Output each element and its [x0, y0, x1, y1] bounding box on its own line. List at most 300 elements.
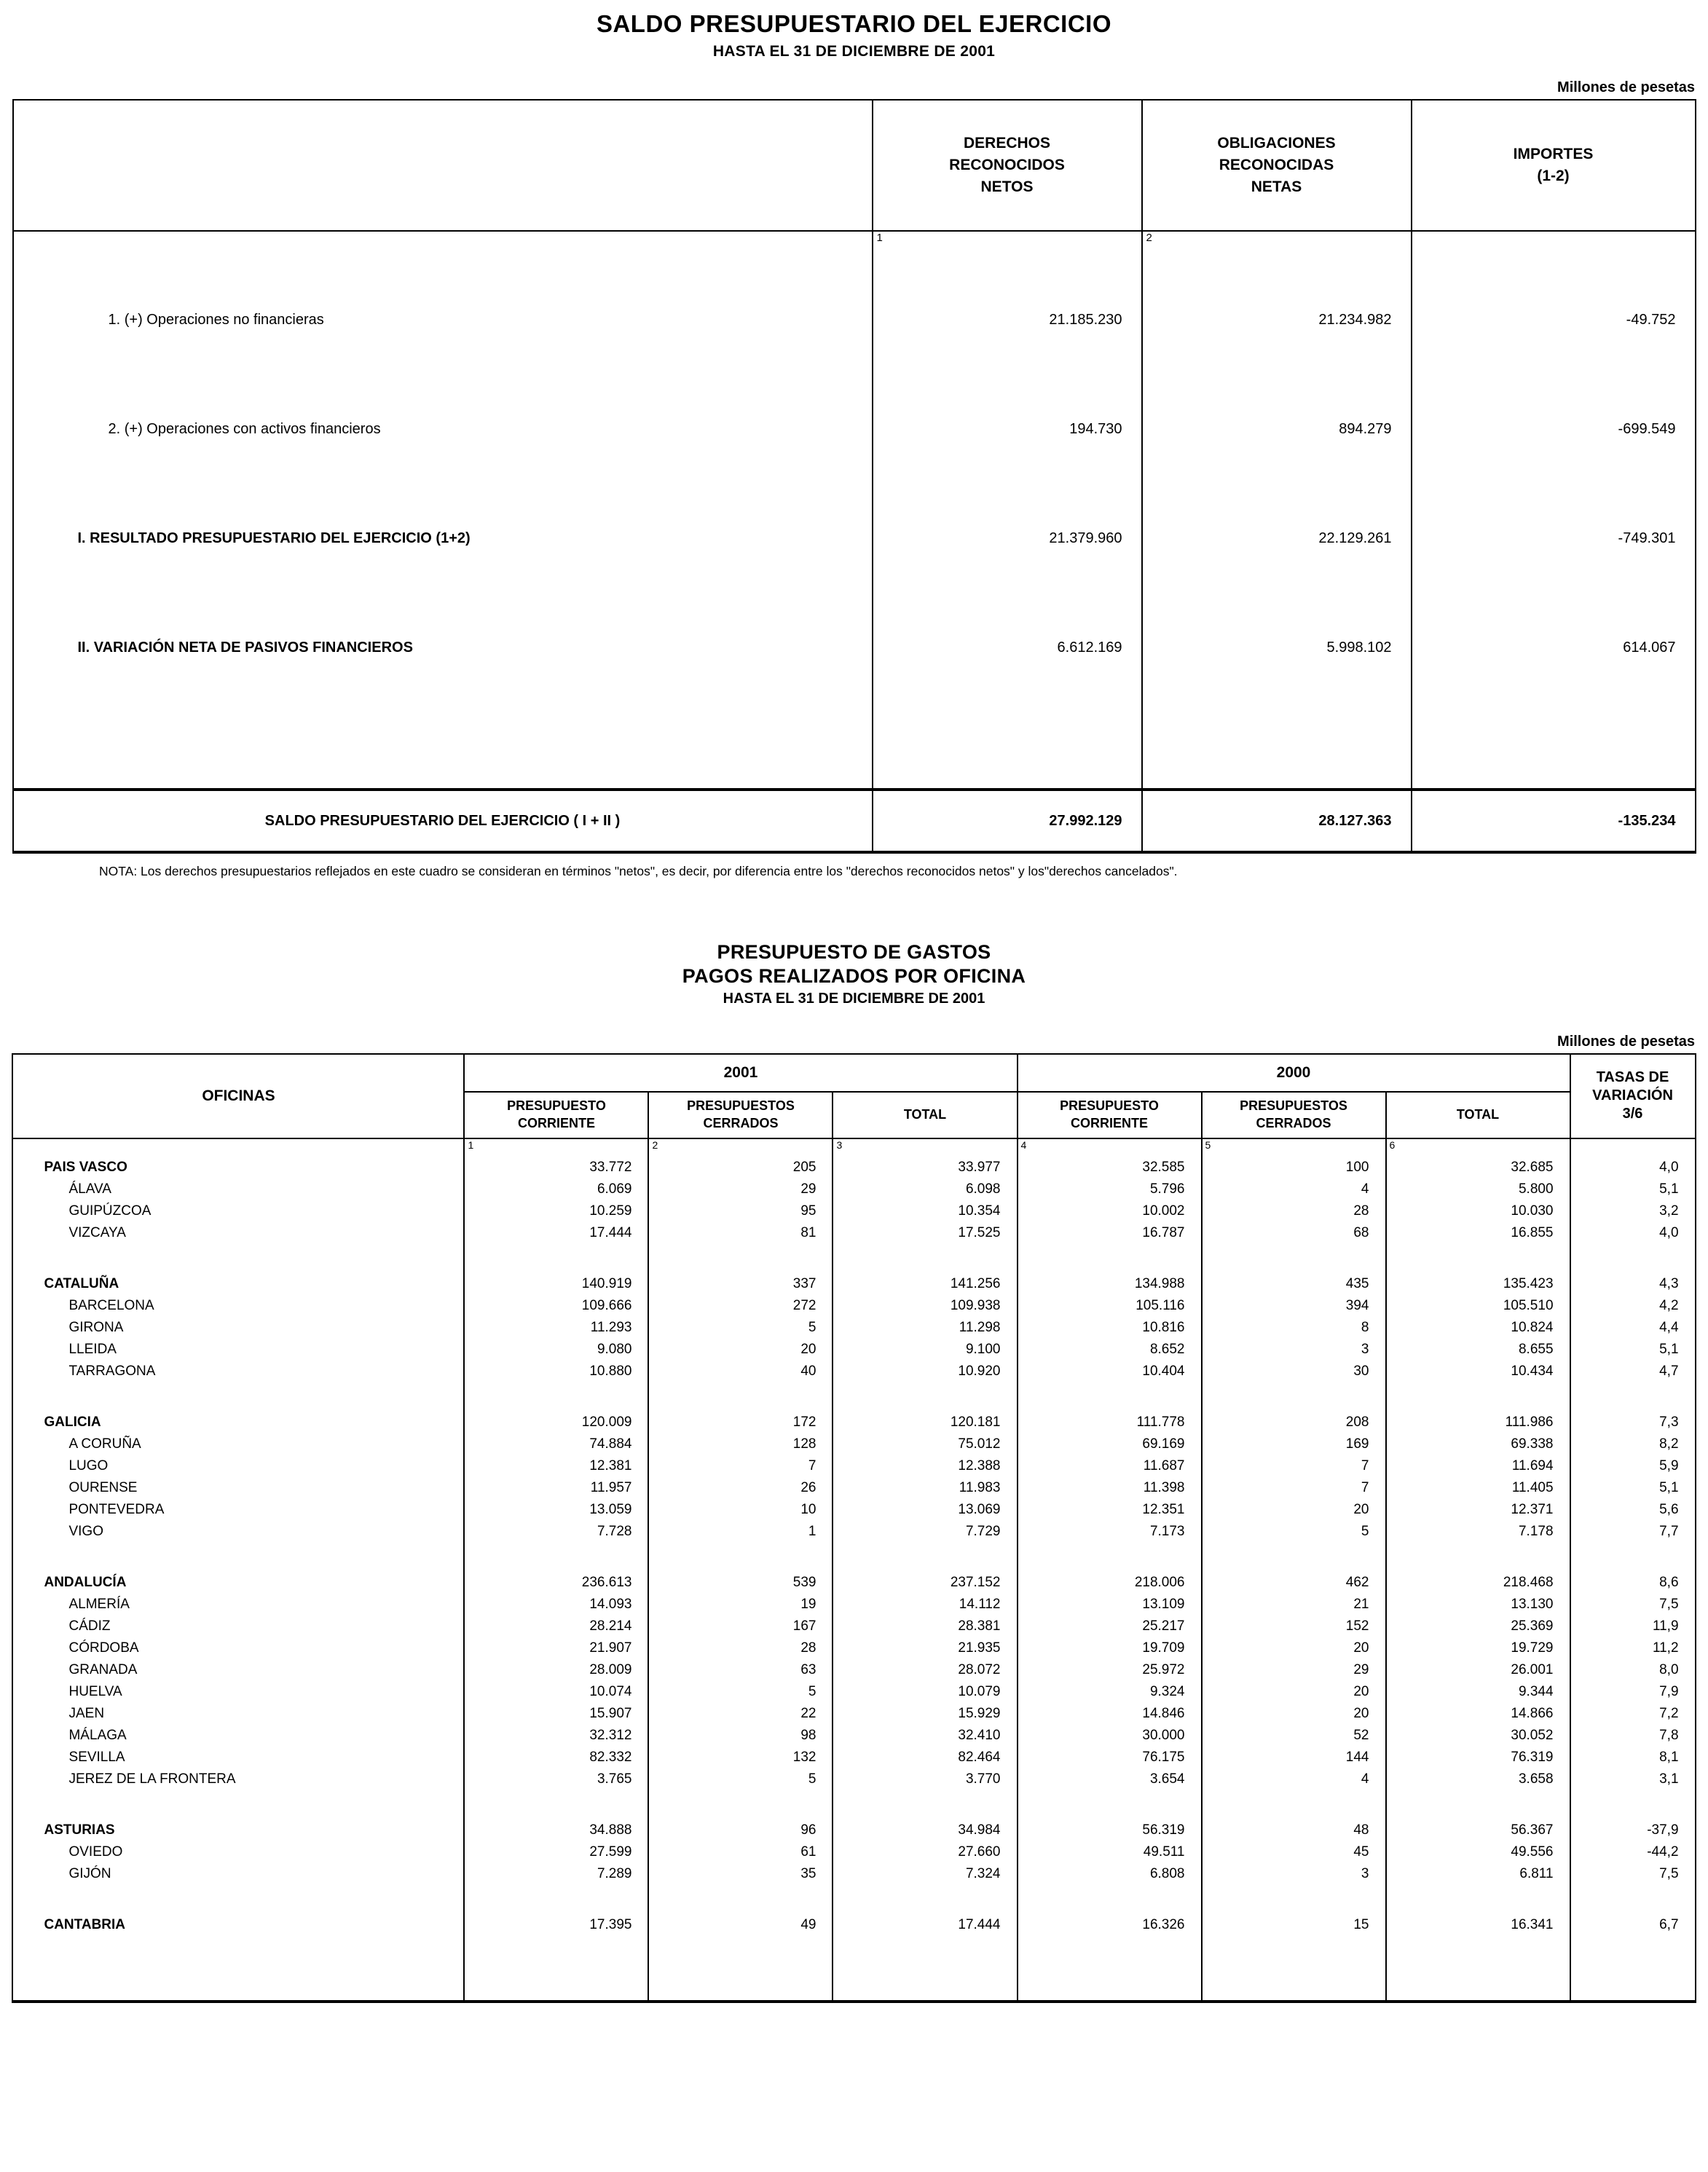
row-label-operaciones-no-financieras: 1. (+) Operaciones no financieras	[13, 265, 873, 374]
cell-col-6: 25.369	[1386, 1616, 1570, 1637]
cell-col-3: 13.069	[833, 1499, 1017, 1521]
header-line-2: RECONOCIDOS	[949, 157, 1065, 174]
office-name: CÓRDOBA	[12, 1637, 464, 1659]
cell-col-3: 21.935	[833, 1637, 1017, 1659]
cell-col-6: 10.434	[1386, 1361, 1570, 1382]
cell-tasa-variacion: 7,5	[1570, 1863, 1696, 1885]
pagos-por-oficina-table	[12, 1053, 1696, 2003]
cell-col-3: 34.984	[833, 1819, 1017, 1841]
row-label-operaciones-activos-financieros: 2. (+) Operaciones con activos financieros	[13, 374, 873, 484]
spacer-cell	[1386, 1790, 1570, 1819]
office-name: ASTURIAS	[12, 1819, 464, 1841]
cell-col-4: 11.398	[1018, 1477, 1202, 1499]
office-name: OURENSE	[12, 1477, 464, 1499]
cell-col-3: 141.256	[833, 1273, 1017, 1295]
cell-col-4: 32.585	[1018, 1157, 1202, 1179]
cell-col-4: 3.654	[1018, 1768, 1202, 1790]
spacer-cell	[1202, 1543, 1386, 1572]
spacer-cell	[648, 1936, 833, 2002]
total-obligaciones: 28.127.363	[1142, 790, 1412, 852]
cell-col-4: 13.109	[1018, 1594, 1202, 1616]
cell-col-5: 20	[1202, 1703, 1386, 1725]
table2-subheader-2000-cerrados	[1202, 1092, 1386, 1138]
spacer-cell	[1202, 1244, 1386, 1273]
table2-subheader-2001-corriente	[464, 1092, 648, 1138]
cell-col-3: 28.072	[833, 1659, 1017, 1681]
table1-title-block	[0, 0, 1708, 60]
cell-col-2: 96	[648, 1819, 833, 1841]
row-value-derechos: 21.185.230	[873, 265, 1142, 374]
cell-col-2: 167	[648, 1616, 833, 1637]
table2-subheader-2001-total: TOTAL	[833, 1092, 1017, 1138]
office-name: CÁDIZ	[12, 1616, 464, 1637]
cell-col-2: 132	[648, 1747, 833, 1768]
subheader-line-1: PRESUPUESTOS	[1240, 1098, 1347, 1114]
spacer-cell	[1018, 1244, 1202, 1273]
cell-col-1: 10.880	[464, 1361, 648, 1382]
colnum-7	[1570, 1138, 1696, 1157]
table-row	[12, 1616, 1695, 1637]
cell-col-3: 75.012	[833, 1433, 1017, 1455]
header-line-2: (1-2)	[1537, 168, 1570, 184]
cell-col-6: 218.468	[1386, 1572, 1570, 1594]
spacer-cell	[833, 1936, 1017, 2002]
cell-col-1: 109.666	[464, 1295, 648, 1317]
cell-tasa-variacion: 7,2	[1570, 1703, 1696, 1725]
cell-col-5: 394	[1202, 1295, 1386, 1317]
cell-col-3: 27.660	[833, 1841, 1017, 1863]
colnum-2: 2	[1142, 231, 1412, 265]
spacer-cell	[1386, 1543, 1570, 1572]
cell-col-3: 32.410	[833, 1725, 1017, 1747]
table-row	[12, 1914, 1695, 1936]
spacer-cell	[1018, 1790, 1202, 1819]
cell-tasa-variacion: 3,1	[1570, 1768, 1696, 1790]
spacer-cell	[1202, 1936, 1386, 2002]
spacer-cell	[1386, 1382, 1570, 1412]
cell-col-2: 81	[648, 1222, 833, 1244]
cell-tasa-variacion: 4,0	[1570, 1222, 1696, 1244]
cell-col-4: 218.006	[1018, 1572, 1202, 1594]
row-value-obligaciones: 894.279	[1142, 374, 1412, 484]
cell-col-5: 462	[1202, 1572, 1386, 1594]
table-row	[12, 1317, 1695, 1339]
header-line-3: NETOS	[980, 178, 1034, 195]
cell-col-6: 14.866	[1386, 1703, 1570, 1725]
cell-col-2: 172	[648, 1412, 833, 1433]
cell-col-1: 12.381	[464, 1455, 648, 1477]
cell-col-1: 10.259	[464, 1200, 648, 1222]
row-value-derechos: 21.379.960	[873, 484, 1142, 593]
office-name: SEVILLA	[12, 1747, 464, 1768]
colnum-6: 6	[1386, 1138, 1570, 1157]
spacer-cell	[464, 1790, 648, 1819]
table1-header-importes	[1412, 100, 1696, 231]
cell-col-6: 8.655	[1386, 1339, 1570, 1361]
cell-col-1: 74.884	[464, 1433, 648, 1455]
table-row	[12, 1499, 1695, 1521]
table2-group-spacer	[12, 1382, 1695, 1412]
table2-column-number-row	[12, 1138, 1695, 1157]
cell-col-4: 10.816	[1018, 1317, 1202, 1339]
spacer-cell	[464, 1382, 648, 1412]
cell-col-6: 10.824	[1386, 1317, 1570, 1339]
cell-col-5: 21	[1202, 1594, 1386, 1616]
cell-col-1: 32.312	[464, 1725, 648, 1747]
table-row	[13, 265, 1696, 374]
spacer-cell	[873, 702, 1142, 790]
office-name: MÁLAGA	[12, 1725, 464, 1747]
cell-tasa-variacion: 5,1	[1570, 1179, 1696, 1200]
cell-col-1: 10.074	[464, 1681, 648, 1703]
table-row	[12, 1819, 1695, 1841]
cell-col-5: 4	[1202, 1179, 1386, 1200]
cell-col-6: 30.052	[1386, 1725, 1570, 1747]
cell-col-2: 5	[648, 1681, 833, 1703]
office-name: JAEN	[12, 1703, 464, 1725]
saldo-presupuestario-table	[12, 99, 1696, 854]
cell-col-5: 169	[1202, 1433, 1386, 1455]
office-name: HUELVA	[12, 1681, 464, 1703]
cell-col-3: 120.181	[833, 1412, 1017, 1433]
subheader-line-1: PRESUPUESTOS	[687, 1098, 795, 1114]
office-name: ANDALUCÍA	[12, 1572, 464, 1594]
cell-col-6: 56.367	[1386, 1819, 1570, 1841]
office-name: CATALUÑA	[12, 1273, 464, 1295]
table-row	[12, 1157, 1695, 1179]
table-row	[12, 1339, 1695, 1361]
cell-col-3: 28.381	[833, 1616, 1017, 1637]
colnum-5: 5	[1202, 1138, 1386, 1157]
spacer-cell	[1202, 1382, 1386, 1412]
cell-col-2: 272	[648, 1295, 833, 1317]
table-row	[12, 1747, 1695, 1768]
office-name: ÁLAVA	[12, 1179, 464, 1200]
header-line-1: DERECHOS	[963, 135, 1051, 152]
cell-col-3: 109.938	[833, 1295, 1017, 1317]
spacer-cell	[833, 1244, 1017, 1273]
spacer-cell	[12, 1382, 464, 1412]
cell-col-1: 140.919	[464, 1273, 648, 1295]
office-name: LUGO	[12, 1455, 464, 1477]
spacer-cell	[1142, 702, 1412, 790]
cell-col-6: 16.341	[1386, 1914, 1570, 1936]
cell-col-2: 35	[648, 1863, 833, 1885]
cell-col-4: 5.796	[1018, 1179, 1202, 1200]
row-value-importes: 614.067	[1412, 593, 1696, 702]
cell-col-5: 20	[1202, 1499, 1386, 1521]
cell-col-5: 435	[1202, 1273, 1386, 1295]
office-name: BARCELONA	[12, 1295, 464, 1317]
cell-col-2: 29	[648, 1179, 833, 1200]
table-row	[12, 1179, 1695, 1200]
cell-col-1: 11.957	[464, 1477, 648, 1499]
spacer-cell	[1018, 1936, 1202, 2002]
spacer-cell	[464, 1543, 648, 1572]
row-value-importes: -49.752	[1412, 265, 1696, 374]
table-row	[12, 1361, 1695, 1382]
spacer-cell	[1386, 1885, 1570, 1914]
spacer-cell	[648, 1382, 833, 1412]
colnum-3	[1412, 231, 1696, 265]
cell-col-6: 69.338	[1386, 1433, 1570, 1455]
cell-col-3: 33.977	[833, 1157, 1017, 1179]
office-name: GUIPÚZCOA	[12, 1200, 464, 1222]
office-name: LLEIDA	[12, 1339, 464, 1361]
spacer-cell	[833, 1382, 1017, 1412]
cell-col-4: 30.000	[1018, 1725, 1202, 1747]
table2-title-block	[0, 941, 1708, 1007]
cell-tasa-variacion: -37,9	[1570, 1819, 1696, 1841]
table2-body	[12, 1157, 1695, 2002]
cell-col-6: 7.178	[1386, 1521, 1570, 1543]
cell-col-5: 5	[1202, 1521, 1386, 1543]
cell-col-1: 28.214	[464, 1616, 648, 1637]
cell-col-1: 14.093	[464, 1594, 648, 1616]
table1-column-number-row	[13, 231, 1696, 265]
tasas-line-2: VARIACIÓN	[1592, 1087, 1673, 1104]
cell-col-5: 144	[1202, 1747, 1386, 1768]
office-name: GIRONA	[12, 1317, 464, 1339]
tasas-line-1: TASAS DE	[1596, 1069, 1669, 1086]
cell-col-6: 16.855	[1386, 1222, 1570, 1244]
table-row	[12, 1703, 1695, 1725]
table2-header-oficinas: OFICINAS	[12, 1054, 464, 1138]
cell-col-5: 29	[1202, 1659, 1386, 1681]
cell-col-2: 337	[648, 1273, 833, 1295]
cell-col-4: 25.972	[1018, 1659, 1202, 1681]
cell-col-4: 10.002	[1018, 1200, 1202, 1222]
colnum-4: 4	[1018, 1138, 1202, 1157]
office-name: GRANADA	[12, 1659, 464, 1681]
table-row	[12, 1412, 1695, 1433]
cell-tasa-variacion: 7,7	[1570, 1521, 1696, 1543]
office-name: GALICIA	[12, 1412, 464, 1433]
table1-units-label: Millones de pesetas	[1557, 79, 1695, 95]
cell-col-1: 34.888	[464, 1819, 648, 1841]
office-name: A CORUÑA	[12, 1433, 464, 1455]
table1-total-row	[13, 790, 1696, 852]
cell-col-2: 22	[648, 1703, 833, 1725]
table2-units-label: Millones de pesetas	[1557, 1033, 1695, 1050]
spacer-cell	[1386, 1244, 1570, 1273]
cell-col-4: 16.787	[1018, 1222, 1202, 1244]
cell-col-4: 134.988	[1018, 1273, 1202, 1295]
row-value-derechos: 194.730	[873, 374, 1142, 484]
cell-tasa-variacion: 8,2	[1570, 1433, 1696, 1455]
cell-col-2: 20	[648, 1339, 833, 1361]
office-name: VIGO	[12, 1521, 464, 1543]
spacer-cell	[1570, 1244, 1696, 1273]
cell-col-1: 28.009	[464, 1659, 648, 1681]
cell-col-3: 10.354	[833, 1200, 1017, 1222]
cell-tasa-variacion: 8,1	[1570, 1747, 1696, 1768]
spacer-cell	[12, 1885, 464, 1914]
spacer-cell	[12, 1543, 464, 1572]
subheader-line-2: CERRADOS	[703, 1115, 779, 1130]
cell-col-4: 19.709	[1018, 1637, 1202, 1659]
cell-tasa-variacion: 7,5	[1570, 1594, 1696, 1616]
spacer-cell	[833, 1543, 1017, 1572]
cell-col-5: 45	[1202, 1841, 1386, 1863]
cell-col-4: 49.511	[1018, 1841, 1202, 1863]
office-name: VIZCAYA	[12, 1222, 464, 1244]
cell-col-4: 76.175	[1018, 1747, 1202, 1768]
cell-tasa-variacion: 5,1	[1570, 1477, 1696, 1499]
cell-col-6: 3.658	[1386, 1768, 1570, 1790]
cell-col-2: 205	[648, 1157, 833, 1179]
total-label: SALDO PRESUPUESTARIO DEL EJERCICIO ( I + II )	[13, 790, 873, 852]
table2-group-spacer	[12, 1244, 1695, 1273]
cell-tasa-variacion: 5,6	[1570, 1499, 1696, 1521]
office-name: GIJÓN	[12, 1863, 464, 1885]
cell-col-4: 25.217	[1018, 1616, 1202, 1637]
table1-wrapper	[0, 79, 1708, 880]
subheader-line-2: CORRIENTE	[1070, 1115, 1148, 1130]
cell-col-3: 9.100	[833, 1339, 1017, 1361]
spacer-cell	[1018, 1543, 1202, 1572]
table1-header-blank	[13, 100, 873, 231]
cell-col-5: 20	[1202, 1681, 1386, 1703]
cell-col-2: 61	[648, 1841, 833, 1863]
table2-title-line1: PRESUPUESTO DE GASTOS	[717, 940, 991, 963]
table-row	[12, 1572, 1695, 1594]
cell-col-1: 6.069	[464, 1179, 648, 1200]
cell-col-1: 7.289	[464, 1863, 648, 1885]
cell-col-5: 7	[1202, 1477, 1386, 1499]
spacer-cell	[833, 1790, 1017, 1819]
cell-col-3: 15.929	[833, 1703, 1017, 1725]
header-line-1: IMPORTES	[1513, 146, 1594, 163]
cell-col-6: 135.423	[1386, 1273, 1570, 1295]
cell-col-3: 3.770	[833, 1768, 1017, 1790]
cell-col-6: 13.130	[1386, 1594, 1570, 1616]
subheader-line-2: CORRIENTE	[517, 1115, 595, 1130]
table1-header-row	[13, 100, 1696, 231]
cell-col-3: 82.464	[833, 1747, 1017, 1768]
colnum-2: 2	[648, 1138, 833, 1157]
spacer-cell	[1570, 1885, 1696, 1914]
cell-col-1: 27.599	[464, 1841, 648, 1863]
cell-col-2: 28	[648, 1637, 833, 1659]
spacer-cell	[464, 1244, 648, 1273]
cell-col-6: 11.694	[1386, 1455, 1570, 1477]
cell-col-3: 237.152	[833, 1572, 1017, 1594]
table-row	[12, 1521, 1695, 1543]
colnum-1: 1	[873, 231, 1142, 265]
row-value-importes: -699.549	[1412, 374, 1696, 484]
spacer-cell	[12, 1244, 464, 1273]
cell-col-5: 100	[1202, 1157, 1386, 1179]
table-row	[12, 1477, 1695, 1499]
cell-col-2: 1	[648, 1521, 833, 1543]
header-line-3: NETAS	[1251, 178, 1302, 195]
spacer-cell	[648, 1790, 833, 1819]
row-value-obligaciones: 5.998.102	[1142, 593, 1412, 702]
header-line-1: OBLIGACIONES	[1217, 135, 1336, 152]
cell-col-4: 8.652	[1018, 1339, 1202, 1361]
cell-col-3: 10.920	[833, 1361, 1017, 1382]
subheader-line-1: PRESUPUESTO	[1060, 1098, 1159, 1114]
cell-col-2: 10	[648, 1499, 833, 1521]
cell-col-5: 8	[1202, 1317, 1386, 1339]
spacer-cell	[12, 1936, 464, 2002]
cell-col-5: 152	[1202, 1616, 1386, 1637]
total-importes: -135.234	[1412, 790, 1696, 852]
table2-subtitle: HASTA EL 31 DE DICIEMBRE DE 2001	[723, 990, 985, 1007]
cell-col-5: 208	[1202, 1412, 1386, 1433]
cell-tasa-variacion: 4,7	[1570, 1361, 1696, 1382]
table2-group-spacer	[12, 1543, 1695, 1572]
total-derechos: 27.992.129	[873, 790, 1142, 852]
cell-col-1: 33.772	[464, 1157, 648, 1179]
table-row	[12, 1768, 1695, 1790]
cell-col-3: 12.388	[833, 1455, 1017, 1477]
row-label-resultado-presupuestario: I. RESULTADO PRESUPUESTARIO DEL EJERCICIO (1+2)	[13, 484, 873, 593]
table2-group-spacer	[12, 1885, 1695, 1914]
spacer-cell	[648, 1543, 833, 1572]
spacer-cell	[833, 1885, 1017, 1914]
cell-col-6: 9.344	[1386, 1681, 1570, 1703]
colnum-blank	[13, 231, 873, 265]
cell-col-1: 120.009	[464, 1412, 648, 1433]
cell-col-3: 11.983	[833, 1477, 1017, 1499]
spacer-cell	[1018, 1382, 1202, 1412]
cell-col-2: 40	[648, 1361, 833, 1382]
cell-col-1: 236.613	[464, 1572, 648, 1594]
cell-col-5: 7	[1202, 1455, 1386, 1477]
cell-tasa-variacion: 4,2	[1570, 1295, 1696, 1317]
cell-col-6: 32.685	[1386, 1157, 1570, 1179]
cell-col-6: 76.319	[1386, 1747, 1570, 1768]
spacer-cell	[648, 1244, 833, 1273]
table-row	[12, 1200, 1695, 1222]
cell-col-4: 11.687	[1018, 1455, 1202, 1477]
cell-col-1: 15.907	[464, 1703, 648, 1725]
cell-col-1: 17.444	[464, 1222, 648, 1244]
cell-col-3: 17.525	[833, 1222, 1017, 1244]
cell-tasa-variacion: 3,2	[1570, 1200, 1696, 1222]
cell-col-3: 6.098	[833, 1179, 1017, 1200]
table-row	[12, 1455, 1695, 1477]
cell-col-2: 19	[648, 1594, 833, 1616]
cell-col-2: 5	[648, 1317, 833, 1339]
table1-header-obligaciones	[1142, 100, 1412, 231]
cell-col-5: 52	[1202, 1725, 1386, 1747]
cell-col-2: 95	[648, 1200, 833, 1222]
table-row	[12, 1725, 1695, 1747]
cell-col-3: 7.324	[833, 1863, 1017, 1885]
cell-tasa-variacion: 5,1	[1570, 1339, 1696, 1361]
cell-col-4: 7.173	[1018, 1521, 1202, 1543]
cell-col-4: 56.319	[1018, 1819, 1202, 1841]
cell-col-2: 49	[648, 1914, 833, 1936]
spacer-cell	[12, 1790, 464, 1819]
table-row	[12, 1863, 1695, 1885]
spacer-cell	[1570, 1936, 1696, 2002]
spacer-cell	[1412, 702, 1696, 790]
colnum-3: 3	[833, 1138, 1017, 1157]
row-value-obligaciones: 21.234.982	[1142, 265, 1412, 374]
cell-col-2: 539	[648, 1572, 833, 1594]
table-row	[12, 1273, 1695, 1295]
cell-col-5: 3	[1202, 1339, 1386, 1361]
table2-header-year-2000: 2000	[1018, 1054, 1570, 1092]
table-row	[13, 374, 1696, 484]
cell-tasa-variacion: 11,2	[1570, 1637, 1696, 1659]
cell-col-4: 69.169	[1018, 1433, 1202, 1455]
cell-col-4: 16.326	[1018, 1914, 1202, 1936]
